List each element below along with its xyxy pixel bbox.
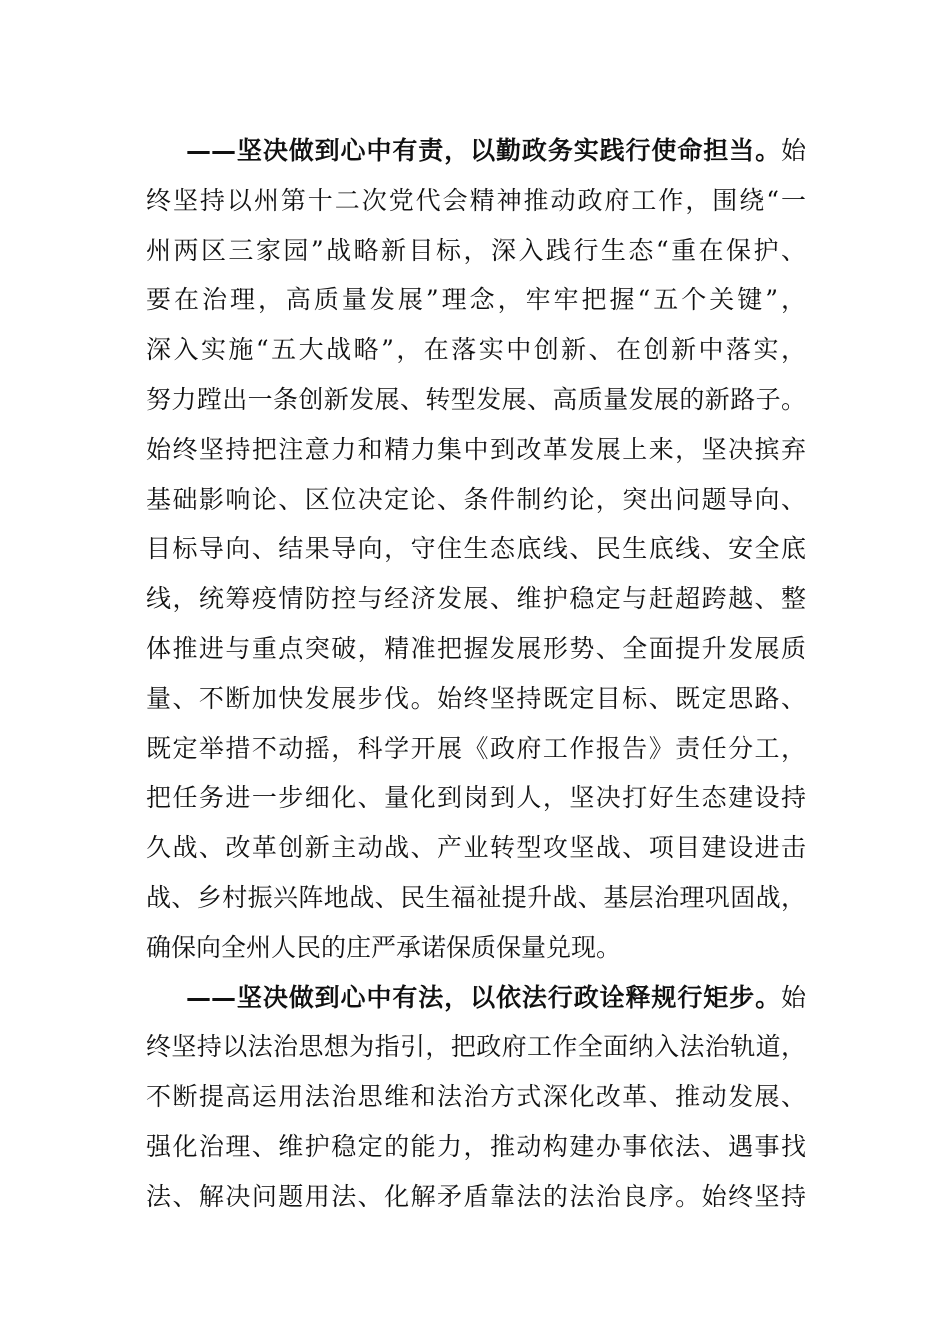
paragraph-line: 州两区三家园”战略新目标，深入践行生态“重在保护、 [146, 235, 806, 265]
paragraph-line: 把任务进一步细化、量化到岗到人，坚决打好生态建设持 [146, 783, 806, 813]
paragraph-responsibility [146, 126, 806, 973]
paragraph-line: 体推进与重点突破，精准把握发展形势、全面提升发展质 [146, 633, 806, 663]
paragraph-line: 久战、改革创新主动战、产业转型攻坚战、项目建设进击 [146, 833, 806, 863]
paragraph-line: 终坚持以法治思想为指引，把政府工作全面纳入法治轨道， [146, 1032, 806, 1062]
paragraph-line: 确保向全州人民的庄严承诺保质保量兑现。 [146, 932, 622, 962]
paragraph-line: 不断提高运用法治思维和法治方式深化改革、推动发展、 [146, 1082, 806, 1112]
paragraph-line: 基础影响论、区位决定论、条件制约论，突出问题导向、 [146, 484, 806, 514]
paragraph-line: 法、解决问题用法、化解矛盾靠法的法治良序。始终坚持 [146, 1181, 806, 1211]
paragraph-line: 始终坚持把注意力和精力集中到改革发展上来，坚决摈弃 [146, 434, 806, 464]
paragraph-line [146, 126, 806, 176]
paragraph-line: 既定举措不动摇，科学开展《政府工作报告》责任分工， [146, 733, 806, 763]
paragraph-line: 线，统筹疫情防控与经济发展、维护稳定与赶超跨越、整 [146, 584, 806, 614]
paragraph-line [146, 973, 806, 1023]
paragraph-line: 要在治理，高质量发展”理念，牢牢把握“五个关键”， [146, 285, 806, 315]
paragraph-line: 目标导向、结果导向，守住生态底线、民生底线、安全底 [146, 534, 806, 564]
document-body [146, 126, 806, 1222]
paragraph-rule-of-law [146, 973, 806, 1222]
paragraph-heading: ——坚决做到心中有法，以依法行政诠释规行矩步。 [186, 982, 781, 1012]
paragraph-line: 强化治理、维护稳定的能力，推动构建办事依法、遇事找 [146, 1131, 806, 1161]
paragraph-line: 终坚持以州第十二次党代会精神推动政府工作，围绕“一 [146, 185, 806, 215]
paragraph-heading: ——坚决做到心中有责，以勤政务实践行使命担当。 [186, 136, 781, 165]
line-text: 始 [780, 136, 806, 165]
paragraph-line: 战、乡村振兴阵地战、民生福祉提升战、基层治理巩固战， [146, 882, 806, 912]
paragraph-line: 深入实施“五大战略”，在落实中创新、在创新中落实， [146, 335, 806, 365]
paragraph-line: 量、不断加快发展步伐。始终坚持既定目标、既定思路、 [146, 683, 806, 713]
paragraph-line: 努力蹚出一条创新发展、转型发展、高质量发展的新路子。 [146, 384, 806, 414]
line-text: 始 [780, 982, 806, 1012]
